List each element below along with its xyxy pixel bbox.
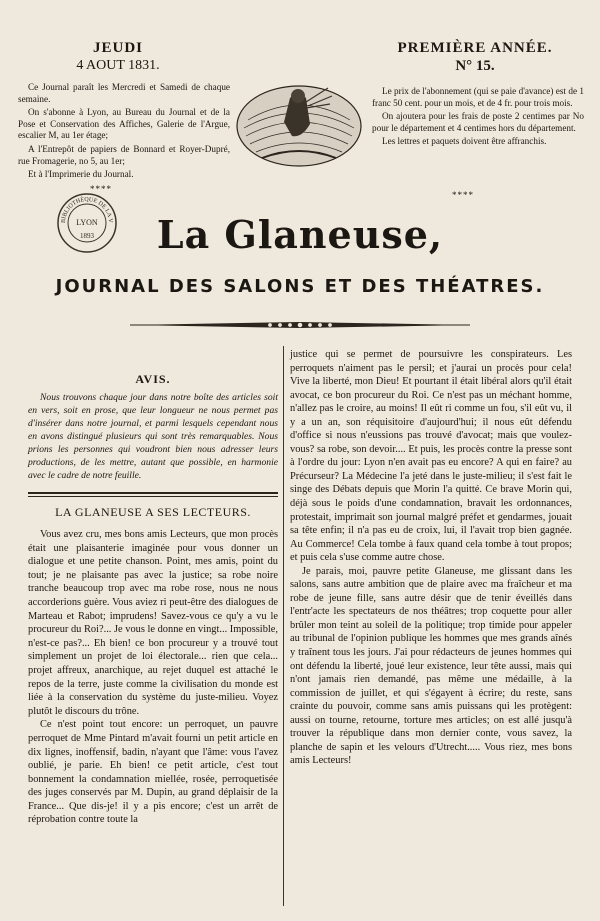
info-paragraph: Le prix de l'abonnement (qui se paie d'avance) est de 1 franc 50 cent. pour un mois, et de 4 fr. pour trois mois. bbox=[372, 86, 584, 108]
masthead-issue-block bbox=[370, 40, 580, 75]
article-paragraph: Vous avez cru, mes bons amis Lecteurs, que mon procès était une plaisanterie imaginée pour vous donner un dialogue et une petite chanson. Point, mes amis, point du tout; je ne plaisante pas avec la justice; sa robe noire tranche beaucoup trop avec ma robe rose, nous ne nous accorderions guère. Vous aviez ri peut-être des dialogues de Marteau et Rabot; imprudens! Savez-vous ce qu'y a vu le procureur du Roi?... Je vous le donne en vingt... Impossible, n'est-ce pas?... Eh bien! ce bon procureur y a trouvé tout simplement un projet de loi électorale... rien que cela... projet affreux, anarchique, au rejet duquel est attaché le repos de la terre, juste comme la civilisation du monde est liée à la conservation du système du juste-milieu. Voyez plutôt le discours du trône. bbox=[28, 529, 278, 717]
column-divider bbox=[283, 346, 284, 906]
article-paragraph: Ce n'est point tout encore: un perroquet, un pauvre perroquet de Mme Pintard m'avait fourni un petit article en dix lignes, inoffensif, badin, n'ayant que l'âme: vous l'avez oublié, je parie. Eh bien! ce petit article, c'est tout bonnement la condamnation miellée, rosée, perroquetisée des juges conservés par M. Dupin, au grand déplaisir de la France... Que dis-je! il y a pis encore; c'est un arrêt de réprobation contre toute la bbox=[28, 719, 278, 826]
ornamental-rule bbox=[130, 318, 470, 332]
masthead-issue-number: N° 15. bbox=[455, 58, 495, 74]
article-body-right bbox=[290, 348, 572, 768]
article-paragraph: Je parais, moi, pauvre petite Glaneuse, me glissant dans les salons, sans autre ambition que de plaire avec ma fraîcheur et ma robe de jeune fille, sans autre désir que de tenir éveillés dans l'entr'acte les spectateurs de nos théâtres; trop coquette pour aller brûler mon teint au soleil de la politique; trop timide pour appeler au tribunal de l'opinion publique les hommes que mes grands aînés y traînent tous les jours. J'ai pour rédacteurs de jeunes hommes qui ont défendu la liberté, joué leur existence, leur tête aussi, mais qui n'ont jamais rien demandé, pas même une médaille, à la commission de juillet, et qui s'égayent à écrire; du reste, sans crainte du pouvoir, comme sans amis puissans qui les protègent: aussi on tourne, retourne, torture mes articles; on est allé jusqu'à trouver la république dans mon dernier conte, vous savez, la planche de sapin et les velours d'Utrecht..... Vous riez, mes bons amis Lecteurs! bbox=[290, 565, 572, 767]
info-paragraph: On ajoutera pour les frais de poste 2 centimes par No pour le département et 4 centimes hors du département. bbox=[372, 111, 584, 133]
subscription-info-left bbox=[18, 82, 230, 183]
left-column bbox=[28, 362, 278, 827]
masthead-date-block bbox=[18, 40, 218, 74]
subscription-info-right bbox=[372, 86, 584, 150]
avis-text: Nous trouvons chaque jour dans notre boîte des articles soit en vers, soit en prose, que leur longueur ne nous permet pas d'insérer dans notre journal, et parmi lesquels cependant nous en avons distingué plusieurs qui sont très remarquables. Nous prions les personnes qui voudront bien nous adresser leurs productions, de les mettre, autant que possible, en harmonie avec le cadre de notre feuille. bbox=[28, 392, 278, 481]
article-body-left bbox=[28, 528, 278, 827]
stars-ornament: **** bbox=[452, 190, 474, 200]
newspaper-title: La Glaneuse, bbox=[156, 212, 444, 257]
stars-ornament: **** bbox=[90, 184, 112, 194]
section-rule bbox=[28, 492, 278, 497]
stamp-label-top: BIBLIOTHÈQUE DE LA V bbox=[60, 196, 114, 224]
article-paragraph: justice qui se permet de poursuivre les conspirateurs. Les perroquets n'aiment pas le persil; et j'aurai un procès pour cela! Vive la liberté, mon Dieu! Et pourtant il était libéral alors qu'il était avocat, ce bon procureur du Roi. Ce n'est pas un méchant homme, n'allez pas le croire, au moins! Il eût ri comme un fou, s'il eût vu, il y a un an, son réquisitoire d'aujourd'hui; il nous eût défendu d'office si nous n'eussions pas trouvé d'avocat; mais que voulez-vous? sa robe, son devoir.... Et puis, les procès contre la presse sont à l'ordre du jour: Lyon n'en avait pas eu encore? A qui en faire? au Précurseur? La Médecine l'a jeté dans le juste-milieu; il s'est fait le singe des Débats depuis que Morin l'a quitté. Ce brave Morin qui, déjà sous le poids d'une condamnation, bravait les ordonnances, protestait, imprimait son journal malgré préfet et gendarmes, jouait sa tête enfin; il n'a pas eu de croix, lui, il l'avait trop bien gagnée. Au Commerce! Cela tombe à faux quand cela tombe à tout propos; et puis cela s'use comme autre chose. bbox=[290, 349, 572, 564]
masthead-day: JEUDI bbox=[92, 40, 143, 56]
gleaner-vignette-icon bbox=[232, 78, 366, 170]
article-heading: LA GLANEUSE A SES LECTEURS. bbox=[55, 505, 251, 519]
avis-heading: AVIS. bbox=[135, 372, 171, 386]
info-paragraph: Les lettres et paquets doivent être affranchis. bbox=[382, 136, 547, 147]
masthead-year: PREMIÈRE ANNÉE. bbox=[397, 40, 553, 56]
stamp-year: 1893 bbox=[80, 232, 94, 240]
right-column bbox=[290, 348, 572, 768]
masthead-date: 4 AOUT 1831. bbox=[76, 58, 160, 73]
stamp-city: LYON bbox=[76, 218, 98, 227]
info-paragraph: Ce Journal paraît les Mercredi et Samedi de chaque semaine. bbox=[18, 82, 230, 104]
newspaper-subtitle: JOURNAL DES SALONS ET DES THÉATRES. bbox=[55, 276, 545, 297]
info-paragraph: Et à l'Imprimerie du Journal. bbox=[28, 169, 134, 180]
info-paragraph: A l'Entrepôt de papiers de Bonnard et Royer-Dupré, rue Fromagerie, no 5, au 1er; bbox=[18, 143, 230, 166]
info-paragraph: On s'abonne à Lyon, au Bureau du Journal et de la Pose et Conservation des Affiches, Galerie de l'Argue, escalier M, au 1er étage; bbox=[18, 107, 230, 141]
